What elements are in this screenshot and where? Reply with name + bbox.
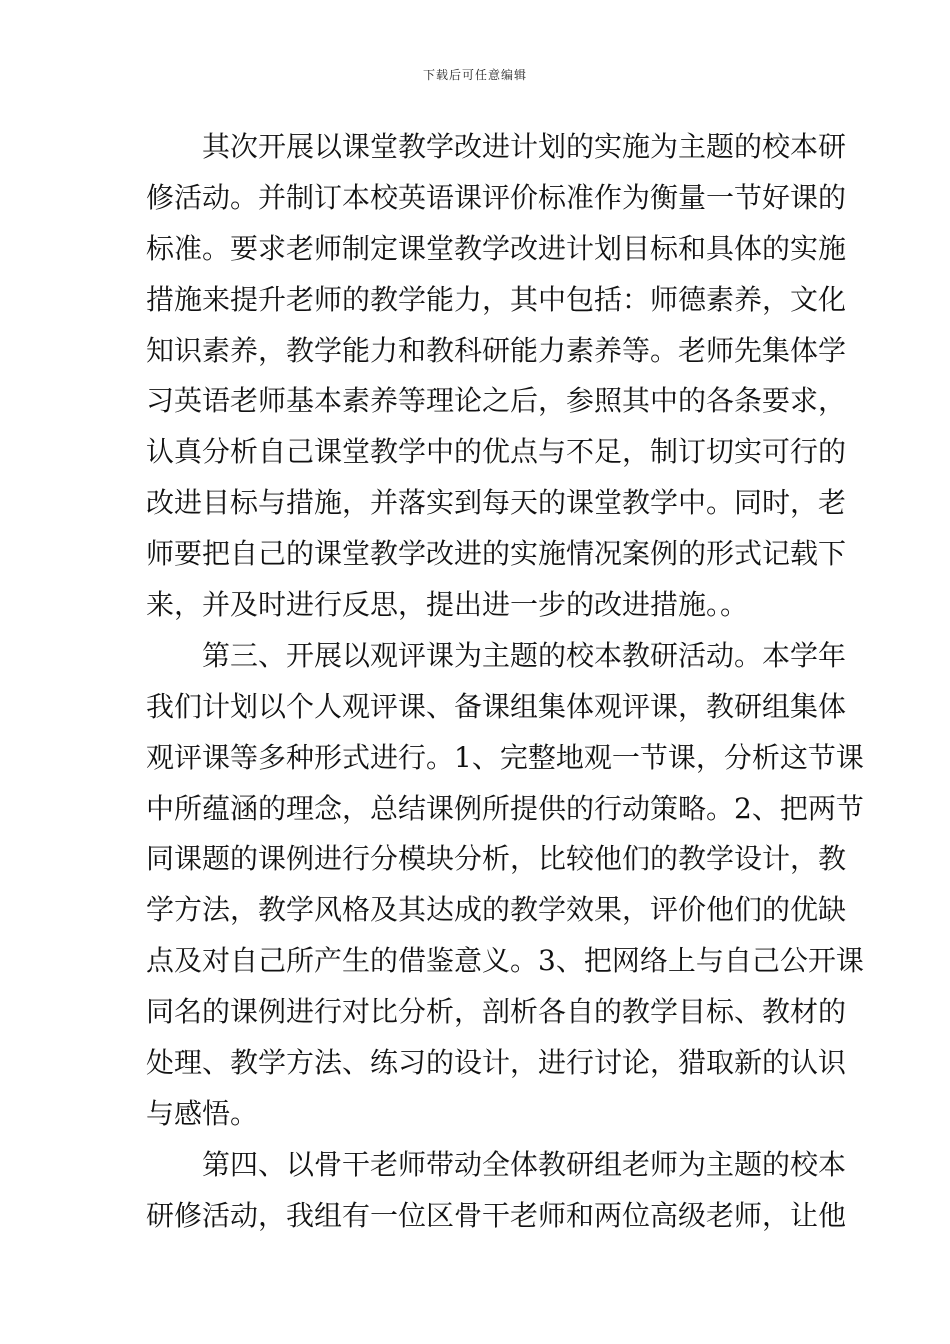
paragraph-line: 同名的课例进行对比分析，剖析各自的教学目标、教材的	[146, 995, 847, 1028]
paragraph-line: 同课题的课例进行分模块分析，比较他们的教学设计，教	[146, 842, 847, 875]
paragraph-line: 改进目标与措施，并落实到每天的课堂教学中。同时，老	[146, 486, 847, 519]
paragraph-line: 学方法，教学风格及其达成的教学效果，评价他们的优缺	[146, 893, 847, 926]
paragraph-line: 师要把自己的课堂教学改进的实施情况案例的形式记载下	[146, 537, 847, 570]
paragraph-line: 标准。要求老师制定课堂教学改进计划目标和具体的实施	[146, 232, 847, 265]
paragraph-line: 中所蕴涵的理念，总结课例所提供的行动策略。2、把两节	[146, 792, 864, 825]
paragraph-line: 习英语老师基本素养等理论之后，参照其中的各条要求，	[146, 384, 847, 417]
paragraph-line: 与感悟。	[146, 1097, 259, 1130]
paragraph-line: 我们计划以个人观评课、备课组集体观评课，教研组集体	[146, 690, 847, 723]
page-header: 下载后可任意编辑	[422, 68, 527, 82]
paragraph-line: 处理、教学方法、练习的设计，进行讨论，猎取新的认识	[146, 1046, 847, 1079]
paragraph-line: 第三、开展以观评课为主题的校本教研活动。本学年	[202, 639, 847, 672]
paragraph-line: 点及对自己所产生的借鉴意义。3、把网络上与自己公开课	[146, 944, 864, 977]
paragraph-line: 措施来提升老师的教学能力，其中包括：师德素养，文化	[146, 283, 847, 316]
paragraph-line: 修活动。并制订本校英语课评价标准作为衡量一节好课的	[146, 181, 847, 214]
paragraph-line: 研修活动，我组有一位区骨干老师和两位高级老师，让他	[146, 1199, 847, 1232]
paragraph-line: 观评课等多种形式进行。1、完整地观一节课，分析这节课	[146, 741, 864, 774]
paragraph-line: 其次开展以课堂教学改进计划的实施为主题的校本研	[202, 130, 847, 163]
paragraph-line: 第四、以骨干老师带动全体教研组老师为主题的校本	[202, 1148, 847, 1181]
paragraph-line: 来，并及时进行反思，提出进一步的改进措施。。	[146, 588, 749, 621]
paragraph-line: 知识素养，教学能力和教科研能力素养等。老师先集体学	[146, 334, 847, 367]
paragraph-line: 认真分析自己课堂教学中的优点与不足，制订切实可行的	[146, 435, 847, 468]
